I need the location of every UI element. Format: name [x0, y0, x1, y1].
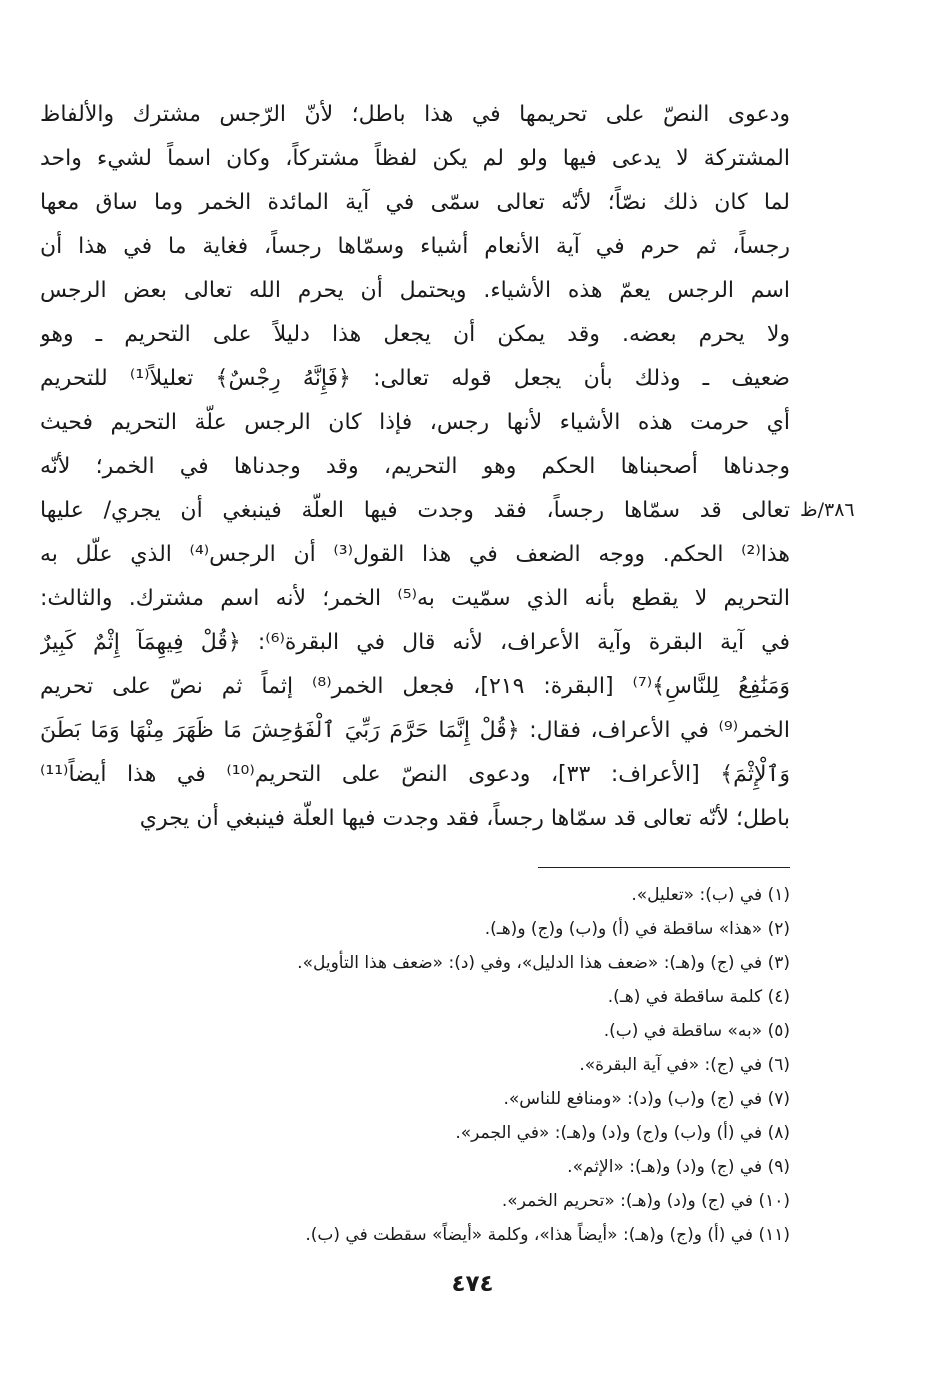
footnote: (٧) في (ج) و(ب) و(د): «ومنافع للناس». [503, 1089, 790, 1109]
footnote: (١٠) في (ج) و(د) و(هـ): «تحريم الخمر». [501, 1191, 790, 1211]
text-line: ضعيف ـ وذلك بأن يجعل قوله تعالى: ﴿فَإِنَّهُ رِجْسٌ﴾ تعليلاً⁽¹⁾ للتحريم [40, 366, 790, 391]
text-line: لما كان ذلك نصّاً؛ لأنّه تعالى سمّى في آية المائدة الخمر وما ساق معها [40, 190, 790, 215]
footnote: (٥) «به» ساقطة في (ب). [603, 1021, 790, 1041]
footnote: (٩) في (ج) و(د) و(هـ): «الإثم». [567, 1157, 790, 1177]
footnote: (١١) في (أ) و(ج) و(هـ): «أيضاً هذا»، وكلمة «أيضاً» سقطت في (ب). [305, 1225, 790, 1245]
main-text-block [40, 93, 790, 841]
text-line: اسم الرجس يعمّ هذه الأشياء. ويحتمل أن يحرم الله تعالى بعض الرجس [40, 278, 790, 303]
page-number: ٤٧٤ [451, 1271, 494, 1297]
text-line: هذا⁽²⁾ الحكم. ووجه الضعف في هذا القول⁽³⁾ أن الرجس⁽⁴⁾ الذي علّل به [40, 542, 790, 567]
text-line: وَمَنَٰفِعُ لِلنَّاسِ﴾⁽⁷⁾ [البقرة: ٢١٩]، فجعل الخمر⁽⁸⁾ إثماً ثم نصّ على تحريم [40, 674, 790, 699]
footnote: (٤) كلمة ساقطة في (هـ). [607, 987, 790, 1007]
text-line: وَٱلْإِثْمَ﴾ [الأعراف: ٣٣]، ودعوى النصّ على التحريم⁽¹⁰⁾ في هذا أيضاً⁽¹¹⁾ [40, 762, 790, 787]
text-line: أي حرمت هذه الأشياء لأنها رجس، فإذا كان الرجس علّة التحريم فحيث [40, 410, 790, 435]
footnote: (٦) في (ج): «في آية البقرة». [579, 1055, 790, 1075]
manuscript-folio-marker: ٣٨٦/ظ [800, 499, 855, 521]
text-line: ودعوى النصّ على تحريمها في هذا باطل؛ لأنّ الرّجس مشترك والألفاظ [40, 102, 790, 127]
text-line: وجدناها أصحبناها الحكم وهو التحريم، وقد وجدناها في الخمر؛ لأنّه [40, 454, 790, 479]
footnotes-block [30, 878, 790, 1252]
text-line: في آية البقرة وآية الأعراف، لأنه قال في البقرة⁽⁶⁾: ﴿قُلْ فِيهِمَآ إِثْمٌ كَبِيرٌ [40, 630, 790, 655]
text-line: الخمر⁽⁹⁾ في الأعراف، فقال: ﴿قُلْ إِنَّمَا حَرَّمَ رَبِّيَ ٱلْفَوَٰحِشَ مَا ظَهَرَ مِنْهَا وَمَا بَطَنَ [40, 718, 790, 743]
text-line: التحريم لا يقطع بأنه الذي سمّيت به⁽⁵⁾ الخمر؛ لأنه اسم مشترك. والثالث: [40, 586, 790, 611]
text-line: ولا يحرم بعضه. وقد يمكن أن يجعل هذا دليلاً على التحريم ـ وهو [40, 322, 790, 347]
text-line: المشتركة لا يدعى فيها ولو لم يكن لفظاً مشتركاً، وكان اسماً لشيء واحد [40, 146, 790, 171]
text-line: رجساً، ثم حرم في آية الأنعام أشياء وسمّاها رجساً، فغاية ما في هذا أن [40, 234, 790, 259]
footnote-divider [538, 867, 790, 868]
footnote: (٣) في (ج) و(هـ): «ضعف هذا الدليل»، وفي (د): «ضعف هذا التأويل». [297, 953, 790, 973]
text-line: تعالى قد سمّاها رجساً، فقد وجدت فيها العلّة فينبغي أن يجري/ عليها [40, 498, 790, 523]
footnote: (١) في (ب): «تعليل». [631, 885, 790, 905]
footnote: (٨) في (أ) و(ب) و(ج) و(د) و(هـ): «في الجمر». [455, 1123, 790, 1143]
text-line: باطل؛ لأنّه تعالى قد سمّاها رجساً، فقد وجدت فيها العلّة فينبغي أن يجري [139, 806, 790, 831]
footnote: (٢) «هذا» ساقطة في (أ) و(ب) و(ج) و(هـ). [484, 919, 790, 939]
